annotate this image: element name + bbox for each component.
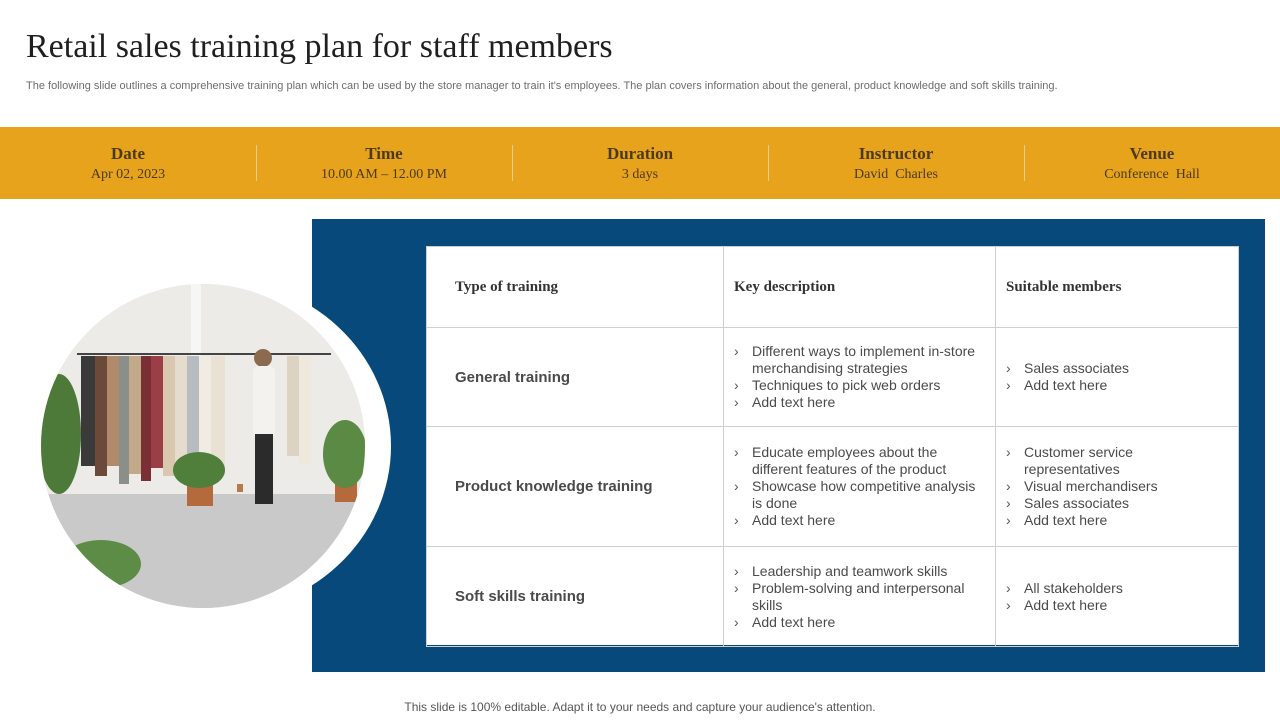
list-item: › Techniques to pick web orders <box>734 377 981 394</box>
members-cell <box>996 547 1239 647</box>
training-type: Soft skills training <box>427 547 724 647</box>
description-cell <box>724 427 996 547</box>
members-cell <box>996 328 1239 427</box>
training-type: Product knowledge training <box>427 427 724 547</box>
training-table-grid <box>426 246 1239 647</box>
info-value: 10.00 AM – 12.00 PM <box>320 166 448 182</box>
list-item: › Add text here <box>734 614 981 631</box>
store-photo <box>41 284 365 608</box>
info-label: Date <box>111 143 145 163</box>
list-item: › Add text here <box>734 512 981 529</box>
info-date <box>0 127 256 199</box>
info-label: Time <box>365 143 403 163</box>
list-item: › Add text here <box>734 394 981 411</box>
info-label: Venue <box>1129 143 1175 163</box>
members-cell <box>996 427 1239 547</box>
description-cell <box>724 328 996 427</box>
clothing-rack-image <box>41 284 365 608</box>
list-item: › Leadership and teamwork skills <box>734 563 981 580</box>
description-list <box>734 343 981 411</box>
table-header-row <box>427 247 1239 328</box>
header-members: Suitable members <box>996 247 1239 328</box>
info-time <box>256 127 512 199</box>
members-list <box>1006 360 1224 394</box>
list-item: › Showcase how competitive analysis is done <box>734 478 981 512</box>
header-type: Type of training <box>427 247 724 328</box>
header-description: Key description <box>724 247 996 328</box>
slide-title: Retail sales training plan for staff members <box>26 28 613 65</box>
list-item: › Add text here <box>1006 512 1224 529</box>
list-item: › Customer service representatives <box>1006 444 1224 478</box>
members-list <box>1006 444 1224 529</box>
description-cell <box>724 547 996 647</box>
training-type: General training <box>427 328 724 427</box>
info-instructor <box>768 127 1024 199</box>
info-value: Apr 02, 2023 <box>90 166 166 182</box>
info-label: Duration <box>606 143 674 163</box>
list-item: › Sales associates <box>1006 360 1224 377</box>
list-item: › Visual merchandisers <box>1006 478 1224 495</box>
training-table <box>426 246 1238 645</box>
list-item: › All stakeholders <box>1006 580 1224 597</box>
info-label: Instructor <box>858 143 934 163</box>
list-item: › Educate employees about the different features of the product <box>734 444 981 478</box>
table-row <box>427 427 1239 547</box>
description-list <box>734 444 981 529</box>
list-item: › Sales associates <box>1006 495 1224 512</box>
members-list <box>1006 580 1224 614</box>
list-item: › Different ways to implement in-store merchandising strategies <box>734 343 981 377</box>
slide-subtitle: The following slide outlines a comprehensive training plan which can be used by the store manager to train it's employees. The plan covers information about the general, product knowledge and soft skills training. <box>26 80 1058 92</box>
table-row <box>427 328 1239 427</box>
info-value: 3 days <box>621 166 659 182</box>
info-value: David Charles <box>854 166 938 182</box>
footer-note: This slide is 100% editable. Adapt it to your needs and capture your audience's attention. <box>404 700 876 714</box>
info-bar <box>0 127 1280 199</box>
list-item: › Problem-solving and interpersonal skills <box>734 580 981 614</box>
info-venue <box>1024 127 1280 199</box>
info-value: Conference Hall <box>1104 166 1200 182</box>
list-item: › Add text here <box>1006 377 1224 394</box>
list-item: › Add text here <box>1006 597 1224 614</box>
table-row <box>427 547 1239 647</box>
info-duration <box>512 127 768 199</box>
description-list <box>734 563 981 631</box>
